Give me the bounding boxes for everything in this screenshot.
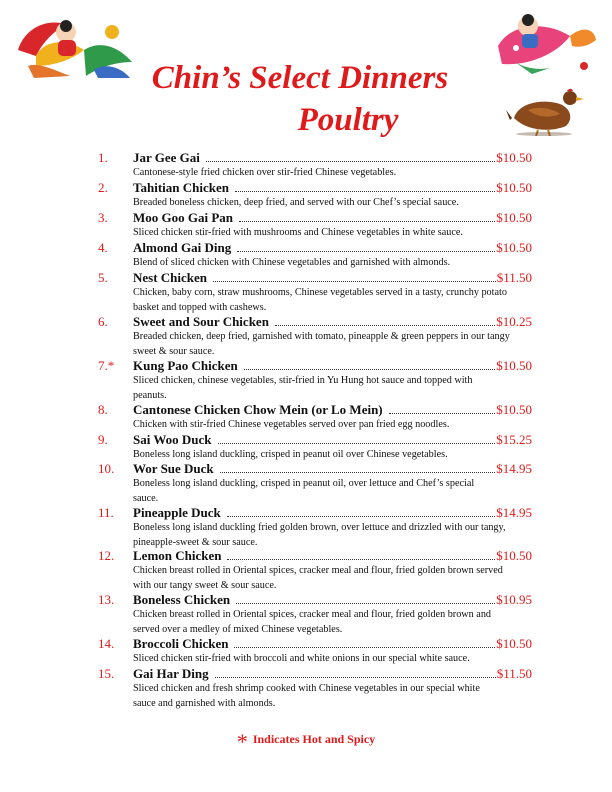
item-price: $10.50 (496, 402, 532, 417)
dot-leader (236, 603, 495, 604)
item-description: Sliced chicken and fresh shrimp cooked with Chinese vegetables in our special white sauce and garnished with almonds. (133, 683, 480, 709)
item-name: Wor Sue Duck (133, 461, 214, 476)
item-price: $10.25 (496, 314, 532, 329)
item-number: 7.* (98, 358, 115, 373)
item-number: 5. (98, 270, 108, 285)
item-price: $10.50 (496, 548, 532, 563)
dot-leader (213, 281, 496, 282)
item-description: Sliced chicken, chinese vegetables, stir-fried in Yu Hung hot sauce and topped with peanuts. (133, 375, 473, 401)
dot-leader (218, 443, 496, 444)
dot-leader (237, 251, 495, 252)
dot-leader (239, 221, 495, 222)
item-description: Boneless long island duckling, crisped in peanut oil over Chinese vegetables. (133, 449, 448, 460)
item-price: $11.50 (496, 270, 532, 285)
dot-leader (275, 325, 495, 326)
spicy-footnote (0, 729, 612, 755)
item-description: Sliced chicken stir-fried with mushrooms and Chinese vegetables in white sauce. (133, 227, 463, 238)
dot-leader (227, 516, 495, 517)
item-name: Gai Har Ding (133, 666, 209, 681)
item-number: 12. (98, 548, 115, 563)
item-number: 13. (98, 592, 115, 607)
item-description: Chicken breast rolled in Oriental spices, cracker meal and flour, fried golden brown served with our tangy sweet & sour sauce. (133, 565, 503, 591)
item-name: Sai Woo Duck (133, 432, 212, 447)
item-number: 6. (98, 314, 108, 329)
dot-leader (206, 161, 495, 162)
spicy-asterisk: * (236, 729, 248, 754)
item-description: Chicken with stir-fried Chinese vegetables served over pan fried egg noodles. (133, 419, 450, 430)
item-price: $10.50 (496, 358, 532, 373)
dot-leader (244, 369, 496, 370)
item-name: Jar Gee Gai (133, 150, 200, 165)
item-description: Chicken breast rolled in Oriental spices, cracker meal and flour, fried golden brown and served over a medley of mixed Chinese vegetables. (133, 609, 492, 635)
item-number: 14. (98, 636, 115, 651)
item-number: 11. (98, 505, 114, 520)
dot-leader (227, 559, 495, 560)
item-price: $15.25 (496, 432, 532, 447)
item-name: Almond Gai Ding (133, 240, 232, 255)
dot-leader (235, 191, 495, 192)
item-description: Sliced chicken stir-fried with broccoli and white onions in our special white sauce. (133, 653, 470, 664)
item-price: $10.95 (496, 592, 532, 607)
item-number: 9. (98, 432, 108, 447)
item-name: Lemon Chicken (133, 548, 222, 563)
item-price: $14.95 (496, 505, 532, 520)
item-description: Cantonese-style fried chicken over stir-fried Chinese vegetables. (133, 167, 397, 178)
item-description: Breaded boneless chicken, deep fried, and served with our Chef’s special sauce. (133, 197, 459, 208)
item-number: 10. (98, 461, 115, 476)
item-number: 4. (98, 240, 108, 255)
item-description: Chicken, baby corn, straw mushrooms, Chinese vegetables served in a tasty, crunchy potato basket and topped with cashews. (133, 287, 507, 313)
item-number: 15. (98, 666, 115, 681)
item-number: 2. (98, 180, 108, 195)
item-name: Moo Goo Gai Pan (133, 210, 234, 225)
item-price: $11.50 (496, 666, 532, 681)
item-price: $10.50 (496, 636, 532, 651)
item-description: Boneless long island duckling, crisped in peanut oil, over lettuce and Chef’s special sauce. (133, 478, 475, 504)
item-description: Blend of sliced chicken with Chinese vegetables and garnished with almonds. (133, 257, 451, 268)
item-price: $10.50 (496, 150, 532, 165)
item-name: Pineapple Duck (133, 505, 221, 520)
item-price: $10.50 (496, 210, 532, 225)
item-price: $14.95 (496, 461, 532, 476)
dot-leader (220, 472, 496, 473)
item-name: Broccoli Chicken (133, 636, 229, 651)
item-price: $10.50 (496, 240, 532, 255)
item-name: Tahitian Chicken (133, 180, 229, 195)
item-name: Boneless Chicken (133, 592, 231, 607)
item-number: 1. (98, 150, 108, 165)
dot-leader (389, 413, 496, 414)
item-description: Breaded chicken, deep fried, garnished with tomato, pineapple & green peppers in our tangy sweet & sour sauce. (133, 331, 510, 357)
dot-leader (215, 677, 496, 678)
menu-subtitle: Poultry (297, 102, 399, 138)
item-name: Sweet and Sour Chicken (133, 314, 269, 329)
item-number: 3. (98, 210, 108, 225)
item-name: Kung Pao Chicken (133, 358, 238, 373)
menu-title: Chin’s Select Dinners (151, 60, 449, 96)
dot-leader (234, 647, 495, 648)
item-description: Boneless long island duckling fried golden brown, over lettuce and drizzled with our tangy, pineapple-sweet & sour sauce. (133, 522, 506, 548)
item-name: Nest Chicken (133, 270, 208, 285)
item-name: Cantonese Chicken Chow Mein (or Lo Mein) (133, 402, 383, 417)
footnote-text: Indicates Hot and Spicy (252, 732, 376, 746)
item-number: 8. (98, 402, 108, 417)
item-price: $10.50 (496, 180, 532, 195)
